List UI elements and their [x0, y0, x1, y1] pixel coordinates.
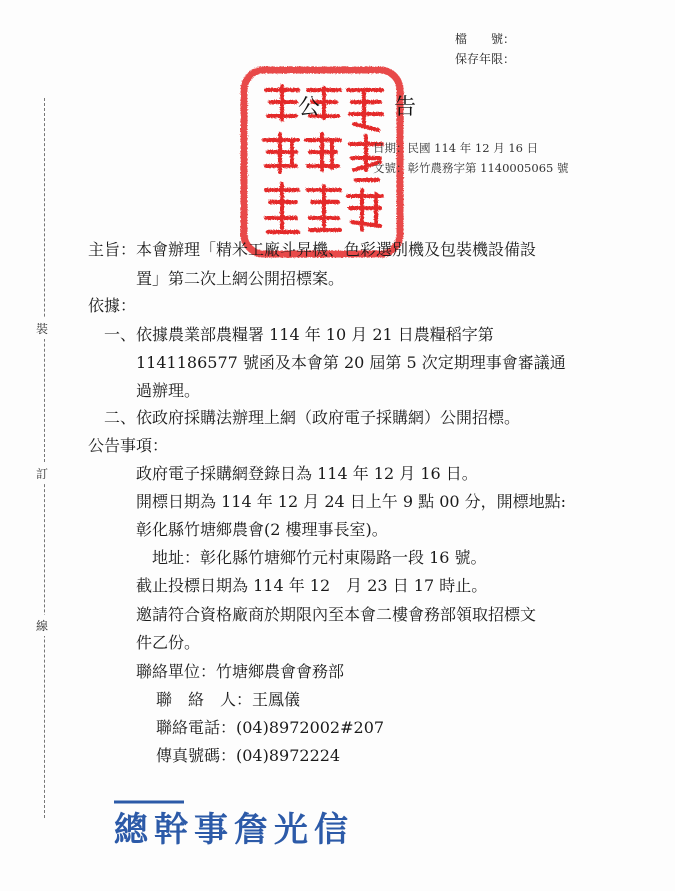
signature-stamp	[108, 788, 408, 856]
notice-line-5: 截止投標日期為 114 年 12 月 23 日 17 時止。	[136, 576, 488, 595]
contact-unit: 聯絡單位：竹塘鄉農會會務部	[136, 662, 345, 681]
notice-label: 公告事項：	[88, 436, 169, 455]
basis-item-1-line-2: 1141186577 號函及本會第 20 屆第 5 次定期理事會審議通	[136, 353, 566, 372]
doc-number: 文號：彰竹農務字第 1140005065 號	[373, 161, 569, 175]
notice-line-7: 件乙份。	[136, 633, 201, 652]
notice-line-1: 政府電子採購網登錄日為 114 年 12 月 16 日。	[136, 464, 478, 483]
basis-item-1-line-1: 一、依據農業部農糧署 114 年 10 月 21 日農糧稻字第	[104, 325, 494, 344]
archive-file-no: 檔 號：	[455, 32, 516, 46]
binding-char-ding: 訂	[36, 463, 48, 484]
binding-char-zhuang: 裝	[36, 318, 48, 339]
basis-item-2: 二、依政府採購法辦理上網（政府電子採購網）公開招標。	[104, 408, 521, 427]
subject-label: 主旨：	[88, 240, 137, 259]
binding-char-xian: 線	[36, 615, 48, 636]
notice-line-6: 邀請符合資格廠商於期限內至本會二樓會務部領取招標文	[136, 605, 537, 624]
archive-retention: 保存年限：	[455, 52, 516, 66]
doc-date: 日期：民國 114 年 12 月 16 日	[373, 141, 539, 155]
subject-line-2: 置」第二次上網公開招標案。	[136, 269, 345, 288]
notice-line-2: 開標日期為 114 年 12 月 24 日上午 9 點 00 分，開標地點:	[136, 492, 567, 511]
announcement-title: 公 告	[298, 95, 443, 120]
signature-text: 總幹事詹光信	[114, 810, 354, 850]
subject-line-1: 本會辦理「精米工廠斗昇機、色彩選別機及包裝機設備設	[136, 240, 537, 259]
basis-item-1-line-3: 過辦理。	[136, 381, 201, 400]
notice-line-4: 地址：彰化縣竹塘鄉竹元村東陽路一段 16 號。	[152, 548, 487, 567]
basis-label: 依據：	[88, 296, 137, 315]
binding-line	[44, 98, 45, 818]
contact-fax: 傳真號碼：(04)8972224	[156, 746, 341, 765]
notice-line-3: 彰化縣竹塘鄉農會(2 樓理事長室)。	[136, 520, 388, 539]
contact-person: 聯 絡 人：王鳳儀	[156, 690, 301, 709]
contact-phone: 聯絡電話：(04)8972002#207	[156, 718, 385, 737]
